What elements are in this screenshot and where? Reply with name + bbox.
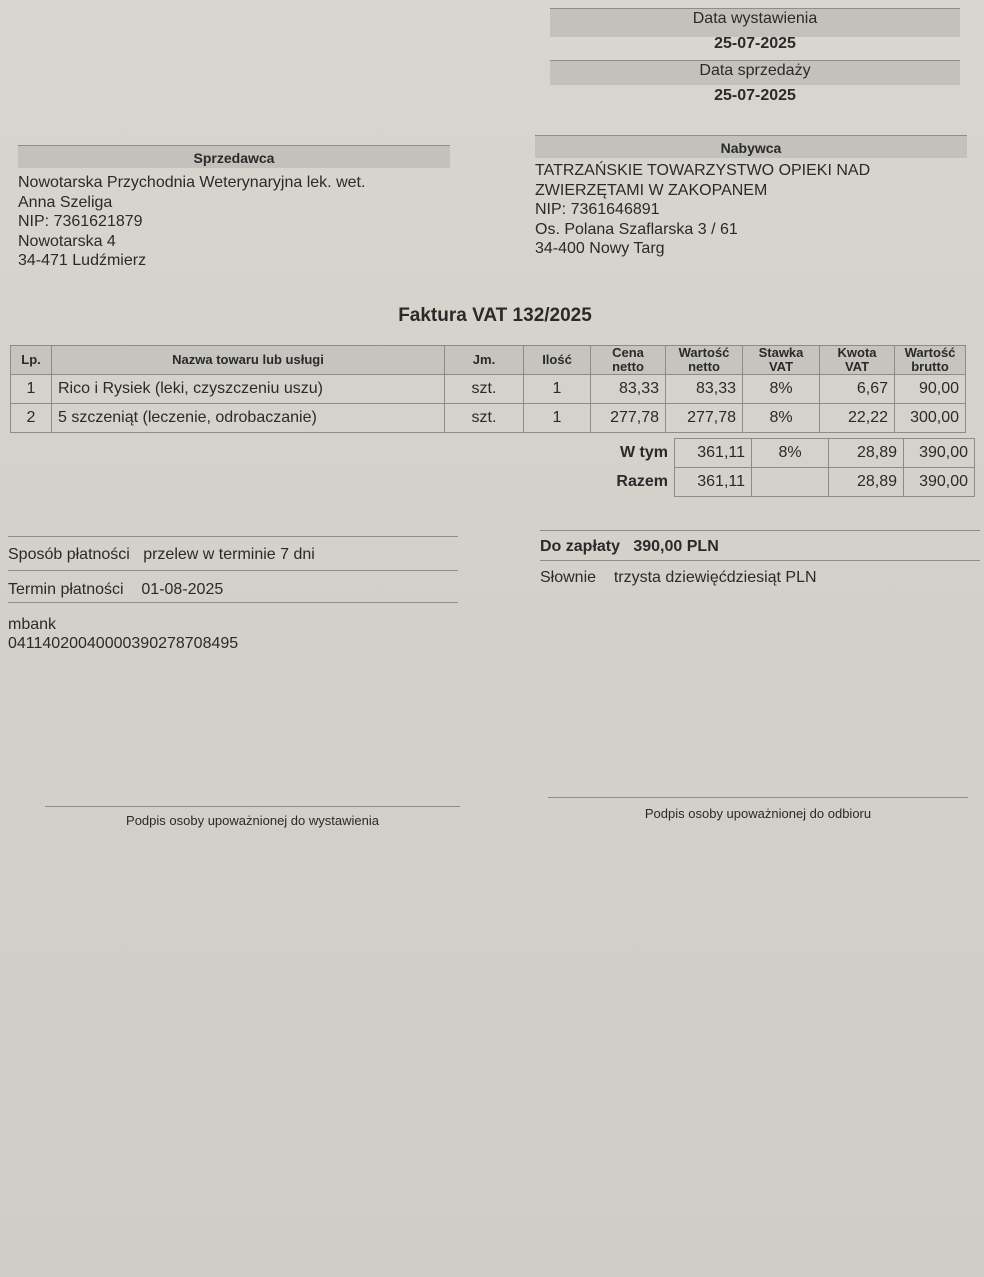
- sum-vat-rate: [752, 468, 829, 497]
- words-label: Słownie: [540, 569, 597, 586]
- totals-in-that-row: [598, 439, 975, 468]
- payment-due-value: 01-08-2025: [141, 581, 224, 598]
- col-vat-amount-l1: Kwota: [837, 345, 877, 360]
- buyer-name-line1: TATRZAŃSKIE TOWARZYSTWO OPIEKI NAD: [535, 162, 871, 179]
- col-price-net-l1: Cena: [612, 345, 644, 360]
- row-qty: 1: [524, 404, 591, 433]
- issuer-signature-label: Podpis osoby upoważnionej do wystawienia: [126, 813, 379, 828]
- due-rule-mid: [540, 560, 980, 561]
- totals-table: [598, 438, 975, 497]
- words-value: trzysta dziewięćdziesiąt PLN: [613, 569, 817, 586]
- seller-owner: Anna Szeliga: [18, 193, 113, 211]
- col-vat-rate-l1: Stawka: [758, 345, 804, 360]
- invoice-title: Faktura VAT 132/2025: [398, 305, 592, 326]
- col-name: Nazwa towaru lub usługi: [52, 346, 445, 375]
- seller-name: Nowotarska Przychodnia Weterynaryjna lek. wet.: [18, 174, 366, 191]
- receiver-signature-line: [548, 797, 968, 798]
- buyer-title: Nabywca: [720, 140, 782, 156]
- totals-sum-row: [598, 468, 975, 497]
- col-vat-amount: [820, 346, 895, 375]
- words-row: [540, 569, 817, 587]
- col-vat-rate-l2: VAT: [768, 359, 794, 374]
- payment-rule-bottom: [8, 602, 458, 603]
- to-pay-label: Do zapłaty: [540, 538, 621, 555]
- row-price-net: 83,33: [591, 375, 666, 404]
- col-lp: Lp.: [11, 346, 52, 375]
- row-value-gross: 90,00: [895, 375, 966, 404]
- row-unit: szt.: [445, 375, 524, 404]
- payment-rule-top: [8, 536, 458, 537]
- row-vat-rate: 8%: [743, 404, 820, 433]
- row-name: Rico i Rysiek (leki, czyszczeniu uszu): [52, 375, 445, 404]
- issue-date-value: 25-07-2025: [714, 35, 796, 52]
- row-lp: 1: [11, 375, 52, 404]
- receiver-signature-label: Podpis osoby upoważnionej do odbioru: [644, 806, 872, 821]
- to-pay-value: 390,00 PLN: [633, 538, 719, 555]
- sum-value-gross: 390,00: [904, 468, 975, 497]
- row-vat-rate: 8%: [743, 375, 820, 404]
- row-price-net: 277,78: [591, 404, 666, 433]
- in-that-label: W tym: [620, 444, 668, 461]
- seller-street: Nowotarska 4: [18, 232, 116, 250]
- row-unit: szt.: [445, 404, 524, 433]
- to-pay-row: [540, 538, 719, 556]
- sale-date-value: 25-07-2025: [714, 87, 796, 104]
- seller-city: 34-471 Ludźmierz: [18, 252, 147, 269]
- col-unit: Jm.: [445, 346, 524, 375]
- seller-title: Sprzedawca: [193, 150, 275, 166]
- issuer-signature-line: [45, 806, 460, 807]
- in-that-vat-rate: 8%: [752, 439, 829, 468]
- payment-rule-mid: [8, 570, 458, 571]
- col-value-net-l1: Wartość: [678, 345, 730, 360]
- in-that-vat-amount: 28,89: [829, 439, 904, 468]
- table-row: [11, 375, 966, 404]
- due-rule-top: [540, 530, 980, 531]
- sale-date-label: Data sprzedaży: [699, 62, 811, 79]
- items-header-row: [11, 346, 966, 375]
- col-price-net: [591, 346, 666, 375]
- payment-method-row: [8, 546, 315, 564]
- in-that-value-net: 361,11: [675, 439, 752, 468]
- bank-account: 04114020040000390278708495: [8, 635, 239, 652]
- seller-block: [18, 173, 365, 271]
- issue-date-label: Data wystawienia: [692, 10, 818, 27]
- payment-due-label: Termin płatności: [8, 581, 124, 598]
- in-that-value-gross: 390,00: [904, 439, 975, 468]
- row-value-net: 277,78: [666, 404, 743, 433]
- items-table: [10, 345, 966, 433]
- col-price-net-l2: netto: [612, 359, 644, 374]
- payment-method-value: przelew w terminie 7 dni: [143, 546, 315, 563]
- bank-name: mbank: [8, 616, 57, 633]
- row-name: 5 szczeniąt (leczenie, odrobaczanie): [52, 404, 445, 433]
- col-vat-rate: [743, 346, 820, 375]
- col-value-gross: [895, 346, 966, 375]
- payment-due-row: [8, 581, 223, 599]
- row-vat-amount: 22,22: [820, 404, 895, 433]
- col-value-net-l2: netto: [688, 359, 720, 374]
- sum-value-net: 361,11: [675, 468, 752, 497]
- row-lp: 2: [11, 404, 52, 433]
- seller-nip: NIP: 7361621879: [18, 213, 143, 230]
- row-value-net: 83,33: [666, 375, 743, 404]
- col-value-gross-l1: Wartość: [904, 345, 956, 360]
- col-value-gross-l2: brutto: [911, 359, 949, 374]
- col-vat-amount-l2: VAT: [844, 359, 870, 374]
- col-value-net: [666, 346, 743, 375]
- buyer-block: [535, 161, 870, 259]
- payment-method-label: Sposób płatności: [8, 546, 130, 563]
- buyer-name-line2: ZWIERZĘTAMI W ZAKOPANEM: [535, 181, 768, 199]
- buyer-nip: NIP: 7361646891: [535, 201, 660, 218]
- table-row: [11, 404, 966, 433]
- row-qty: 1: [524, 375, 591, 404]
- buyer-city: 34-400 Nowy Targ: [535, 240, 665, 257]
- col-qty: Ilość: [524, 346, 591, 375]
- buyer-street: Os. Polana Szaflarska 3 / 61: [535, 220, 738, 238]
- row-vat-amount: 6,67: [820, 375, 895, 404]
- sum-label: Razem: [616, 473, 668, 490]
- row-value-gross: 300,00: [895, 404, 966, 433]
- sum-vat-amount: 28,89: [829, 468, 904, 497]
